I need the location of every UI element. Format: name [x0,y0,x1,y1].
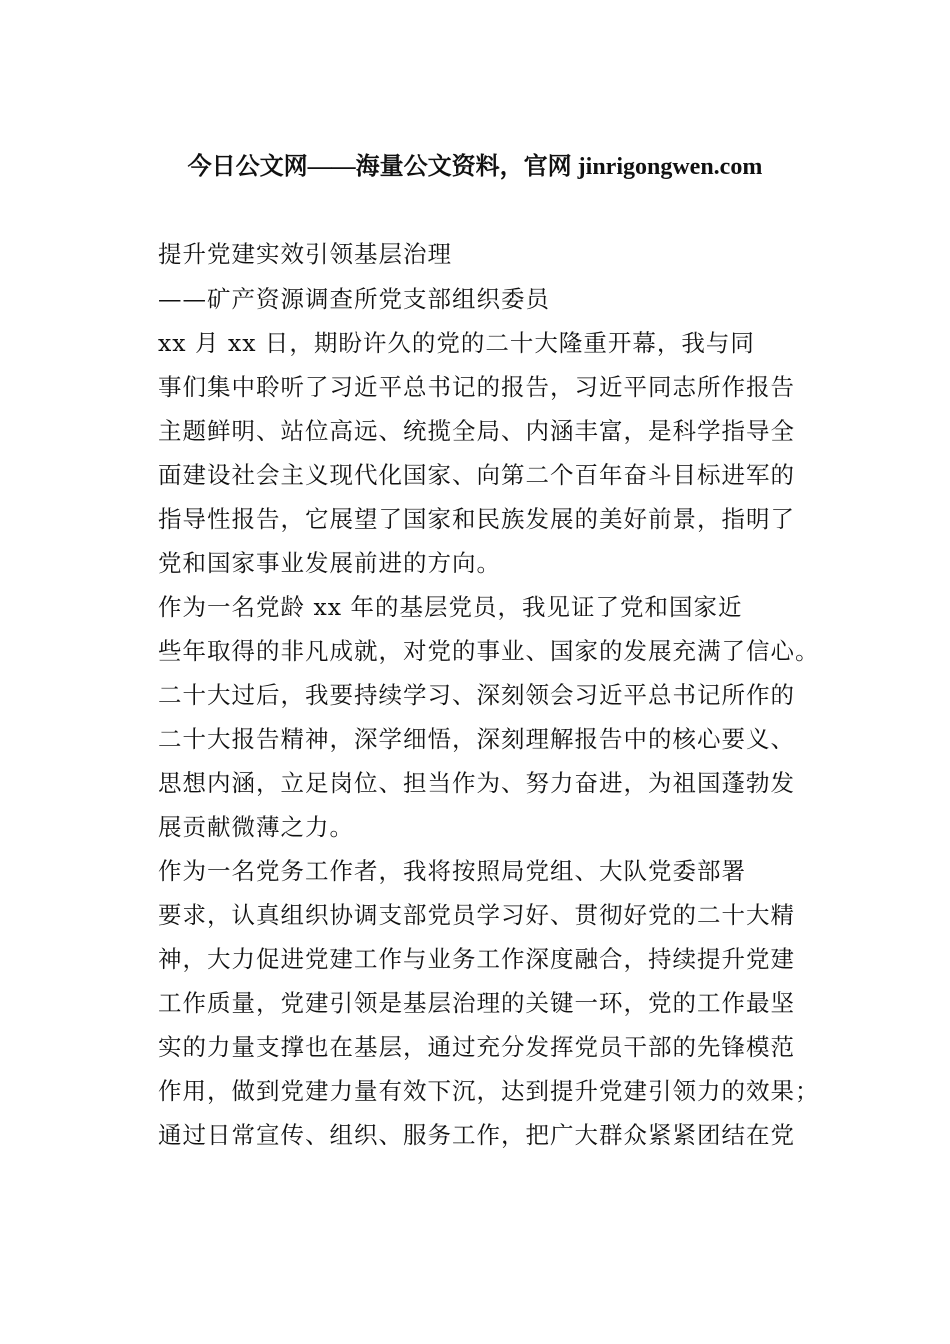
doc-title: 提升党建实效引领基层治理 [158,240,452,268]
body-line: 展贡献微薄之力。 [158,813,354,841]
body-line: 神，大力促进党建工作与业务工作深度融合，持续提升党建 [158,945,795,973]
body-line: 作为一名党务工作者，我将按照局党组、大队党委部署 [158,857,746,885]
doc-subtitle: ——矿产资源调查所党支部组织委员 [158,285,550,313]
body-line: 要求，认真组织协调支部党员学习好、贯彻好党的二十大精 [158,901,795,929]
body-line: 面建设社会主义现代化国家、向第二个百年奋斗目标进军的 [158,461,795,489]
body-line: 事们集中聆听了习近平总书记的报告，习近平同志所作报告 [158,373,795,401]
body-line: 指导性报告，它展望了国家和民族发展的美好前景，指明了 [158,505,795,533]
body-line: xx 月 xx 日，期盼许久的党的二十大隆重开幕，我与同 [158,329,755,357]
body-line: 作为一名党龄 xx 年的基层党员，我见证了党和国家近 [158,593,743,621]
body-line: 党和国家事业发展前进的方向。 [158,549,501,577]
body-line: 作用，做到党建力量有效下沉，达到提升党建引领力的效果； [158,1077,820,1105]
body-line: 二十大过后，我要持续学习、深刻领会习近平总书记所作的 [158,681,795,709]
body-line: 思想内涵，立足岗位、担当作为、努力奋进，为祖国蓬勃发 [158,769,795,797]
body-line: 主题鲜明、站位高远、统揽全局、内涵丰富，是科学指导全 [158,417,795,445]
body-line: 实的力量支撑也在基层，通过充分发挥党员干部的先锋模范 [158,1033,795,1061]
body-line: 二十大报告精神，深学细悟，深刻理解报告中的核心要义、 [158,725,795,753]
site-header: 今日公文网——海量公文资料，官网 jinrigongwen.com [187,154,763,180]
body-line: 通过日常宣传、组织、服务工作，把广大群众紧紧团结在党 [158,1121,795,1149]
body-line: 工作质量，党建引领是基层治理的关键一环，党的工作最坚 [158,989,795,1017]
body-line: 些年取得的非凡成就，对党的事业、国家的发展充满了信心。 [158,637,820,665]
